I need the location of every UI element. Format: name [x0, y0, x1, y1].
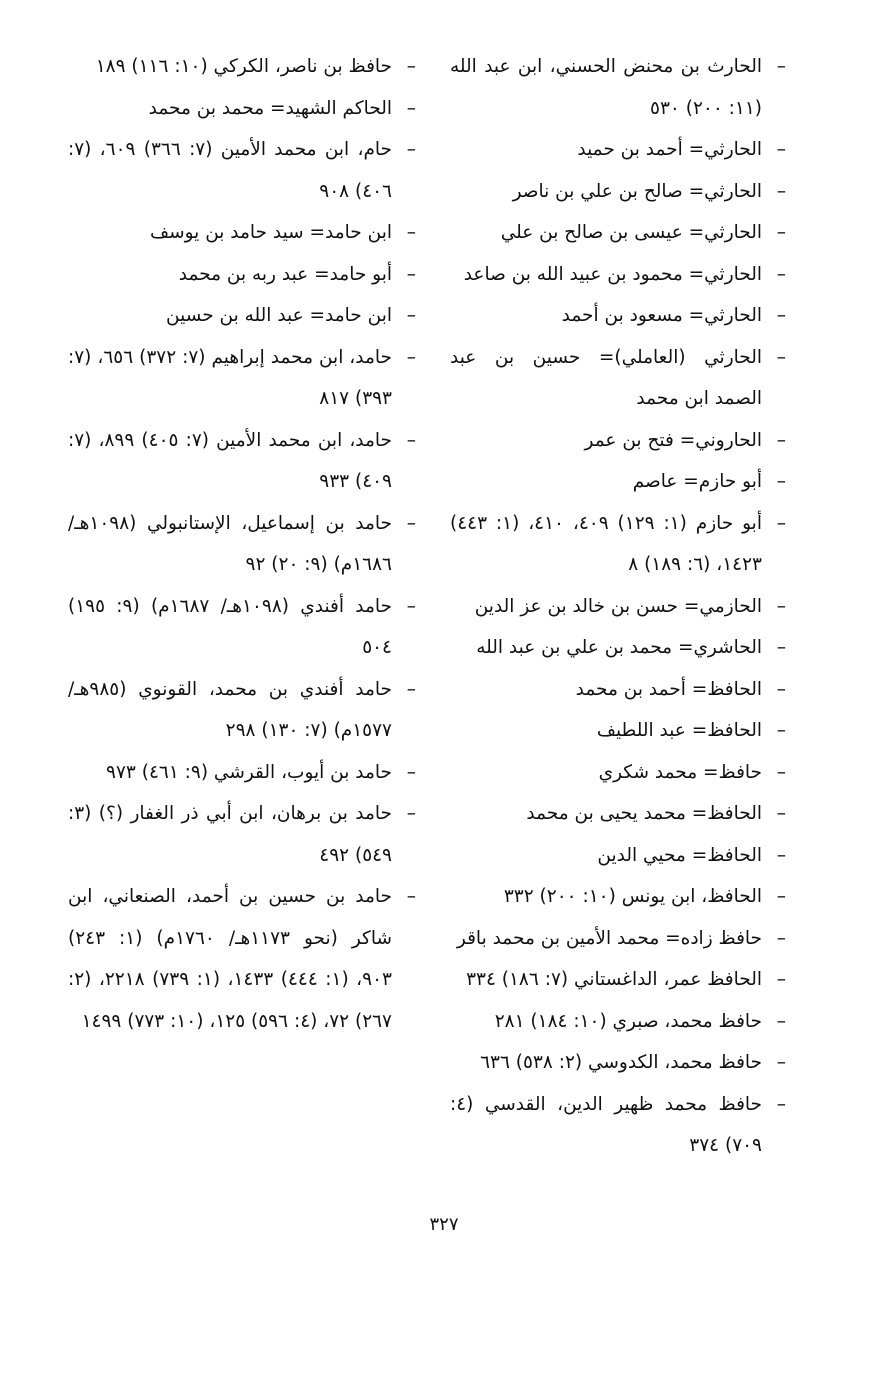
entry-dash: – — [776, 595, 786, 617]
entry-dash: – — [776, 678, 786, 700]
index-entry — [450, 710, 786, 752]
index-entry — [68, 88, 416, 130]
entry-dash: – — [776, 305, 786, 326]
index-entry — [68, 254, 416, 296]
index-entry — [68, 129, 416, 212]
entry-dash: – — [776, 346, 786, 368]
entry-text: الحاكم الشهيد= محمد بن محمد — [148, 97, 392, 119]
entry-text: حام، ابن محمد الأمين (٧: ٣٦٦) ٦٠٩، (٧: ٤٠٦) ٩٠٨ — [68, 139, 392, 202]
index-entry — [450, 669, 786, 711]
index-entry — [450, 503, 786, 586]
entry-dash: – — [776, 222, 786, 243]
entry-text: حامد بن حسين بن أحمد، الصنعاني، ابن شاكر (نحو ١١٧٣هـ/ ١٧٦٠م) (١: ٢٤٣) ٩٠٣، (١: ٤٤٤) ١٤٣٣، (١: ٧٣٩) ٢٢١٨، (٢: ٢٦٧) ٧٢، (٤: ٥٩٦) ١٢٥، (١٠: ٧٧٣) ١٤٩٩ — [68, 886, 392, 1032]
entry-text: الحافظ= محمد يحيى بن محمد — [526, 803, 762, 824]
entry-text: حافظ محمد ظهير الدين، القدسي (٤: ٧٠٩) ٣٧٤ — [450, 1093, 762, 1156]
entry-dash: – — [406, 595, 416, 617]
entry-text: الحارثي= محمود بن عبيد الله بن صاعد — [463, 263, 762, 285]
entry-dash: – — [406, 429, 416, 451]
entry-dash: – — [406, 263, 416, 285]
entry-text: ابن حامد= سيد حامد بن يوسف — [149, 222, 392, 243]
entry-text: الحافظ عمر، الداغستاني (٧: ١٨٦) ٣٣٤ — [466, 969, 762, 990]
entry-text: الحارثي= صالح بن علي بن ناصر — [512, 180, 762, 202]
index-entry — [450, 586, 786, 628]
entry-text: الحارثي (العاملي)= حسين بن عبد الصمد ابن محمد — [450, 346, 762, 409]
entry-dash: – — [406, 139, 416, 160]
index-entry — [450, 627, 786, 669]
index-entry — [450, 461, 786, 503]
index-entry — [450, 835, 786, 877]
index-entry — [68, 212, 416, 254]
entry-dash: – — [776, 1010, 786, 1032]
entry-text: حامد أفندي (١٠٩٨هـ/ ١٦٨٧م) (٩: ١٩٥) ٥٠٤ — [68, 595, 392, 658]
entry-dash: – — [406, 678, 416, 700]
index-entry — [68, 669, 416, 752]
right-column — [450, 46, 786, 1167]
entry-dash: – — [406, 97, 416, 119]
index-entry — [68, 46, 416, 88]
entry-dash: – — [776, 637, 786, 658]
index-entry — [450, 420, 786, 462]
entry-text: حامد بن برهان، ابن أبي ذر الغفار (؟) (٣: ٥٤٩) ٤٩٢ — [68, 803, 392, 866]
index-entry — [450, 1042, 786, 1084]
index-entry — [68, 876, 416, 1042]
entry-dash: – — [776, 1093, 786, 1115]
entry-dash: – — [776, 803, 786, 824]
entry-text: حامد بن أيوب، القرشي (٩: ٤٦١) ٩٧٣ — [106, 761, 392, 783]
index-entry — [450, 212, 786, 254]
entry-dash: – — [776, 263, 786, 285]
entry-text: حافظ محمد، الكدوسي (٢: ٥٣٨) ٦٣٦ — [480, 1052, 762, 1073]
entry-text: حامد بن إسماعيل، الإستانبولي (١٠٩٨هـ/ ١٦٨٦م) (٩: ٢٠) ٩٢ — [68, 512, 392, 575]
index-entry — [450, 46, 786, 129]
index-entry — [68, 420, 416, 503]
entry-text: حافظ بن ناصر، الكركي (١٠: ١١٦) ١٨٩ — [95, 56, 392, 77]
entry-text: الحافظ= عبد اللطيف — [596, 720, 762, 741]
index-entry — [450, 1001, 786, 1043]
entry-dash: – — [406, 346, 416, 368]
entry-dash: – — [776, 886, 786, 907]
entry-text: أبو حازم (١: ١٢٩) ٤٠٩، ٤١٠، (١: ٤٤٣) ١٤٢٣، (٦: ١٨٩) ٨ — [450, 512, 762, 575]
index-entry — [68, 337, 416, 420]
entry-text: الحاروني= فتح بن عمر — [584, 429, 762, 451]
entry-dash: – — [406, 512, 416, 534]
left-column — [68, 46, 416, 1042]
entry-text: الحاشري= محمد بن علي بن عبد الله — [476, 637, 762, 658]
entry-dash: – — [776, 139, 786, 160]
entry-text: حافظ= محمد شكري — [598, 761, 762, 783]
entry-text: أبو حازم= عاصم — [632, 471, 762, 492]
entry-text: الحازمي= حسن بن خالد بن عز الدين — [474, 595, 762, 617]
entry-dash: – — [406, 886, 416, 907]
entry-dash: – — [406, 222, 416, 243]
entry-dash: – — [406, 56, 416, 77]
entry-dash: – — [406, 761, 416, 783]
entry-dash: – — [776, 720, 786, 741]
entry-text: ابن حامد= عبد الله بن حسين — [166, 305, 392, 326]
index-entry — [450, 752, 786, 794]
index-entry — [450, 295, 786, 337]
entry-text: الحارثي= مسعود بن أحمد — [561, 305, 762, 326]
index-entry — [450, 959, 786, 1001]
entry-dash: – — [776, 761, 786, 783]
entry-text: حافظ زاده= محمد الأمين بن محمد باقر — [456, 927, 762, 949]
index-entry — [450, 876, 786, 918]
entry-text: حامد، ابن محمد الأمين (٧: ٤٠٥) ٨٩٩، (٧: ٤٠٩) ٩٣٣ — [68, 429, 392, 492]
entry-text: حامد أفندي بن محمد، القونوي (٩٨٥هـ/ ١٥٧٧م) (٧: ١٣٠) ٢٩٨ — [68, 678, 392, 741]
entry-dash: – — [776, 969, 786, 990]
entry-text: حافظ محمد، صبري (١٠: ١٨٤) ٢٨١ — [494, 1010, 762, 1032]
index-entry — [450, 918, 786, 960]
entry-dash: – — [776, 56, 786, 77]
index-entry — [450, 129, 786, 171]
entry-text: الحارثي= أحمد بن حميد — [577, 139, 762, 160]
entry-text: الحارثي= عيسى بن صالح بن علي — [500, 222, 762, 243]
entry-dash: – — [776, 512, 786, 534]
entry-text: أبو حامد= عبد ربه بن محمد — [178, 263, 392, 285]
index-entry — [68, 793, 416, 876]
entry-text: الحافظ، ابن يونس (١٠: ٢٠٠) ٣٣٢ — [503, 886, 762, 907]
entry-text: الحارث بن محنض الحسني، ابن عبد الله (١١: ٢٠٠) ٥٣٠ — [450, 56, 762, 119]
page-number: ٣٢٧ — [429, 1214, 459, 1235]
entry-dash: – — [406, 305, 416, 326]
entry-text: حامد، ابن محمد إبراهيم (٧: ٣٧٢) ٦٥٦، (٧: ٣٩٣) ٨١٧ — [68, 346, 392, 409]
index-entry — [68, 295, 416, 337]
index-entry — [450, 793, 786, 835]
entry-dash: – — [776, 429, 786, 451]
index-entry — [450, 254, 786, 296]
index-entry — [450, 171, 786, 213]
index-entry — [68, 752, 416, 794]
entry-dash: – — [406, 803, 416, 824]
entry-dash: – — [776, 180, 786, 202]
entry-dash: – — [776, 844, 786, 866]
index-entry — [450, 337, 786, 420]
index-entry — [450, 1084, 786, 1167]
entry-dash: – — [776, 927, 786, 949]
entry-text: الحافظ= محيي الدين — [597, 844, 762, 866]
entry-dash: – — [776, 1052, 786, 1073]
index-entry — [68, 503, 416, 586]
entry-text: الحافظ= أحمد بن محمد — [575, 678, 762, 700]
index-entry — [68, 586, 416, 669]
entry-dash: – — [776, 471, 786, 492]
